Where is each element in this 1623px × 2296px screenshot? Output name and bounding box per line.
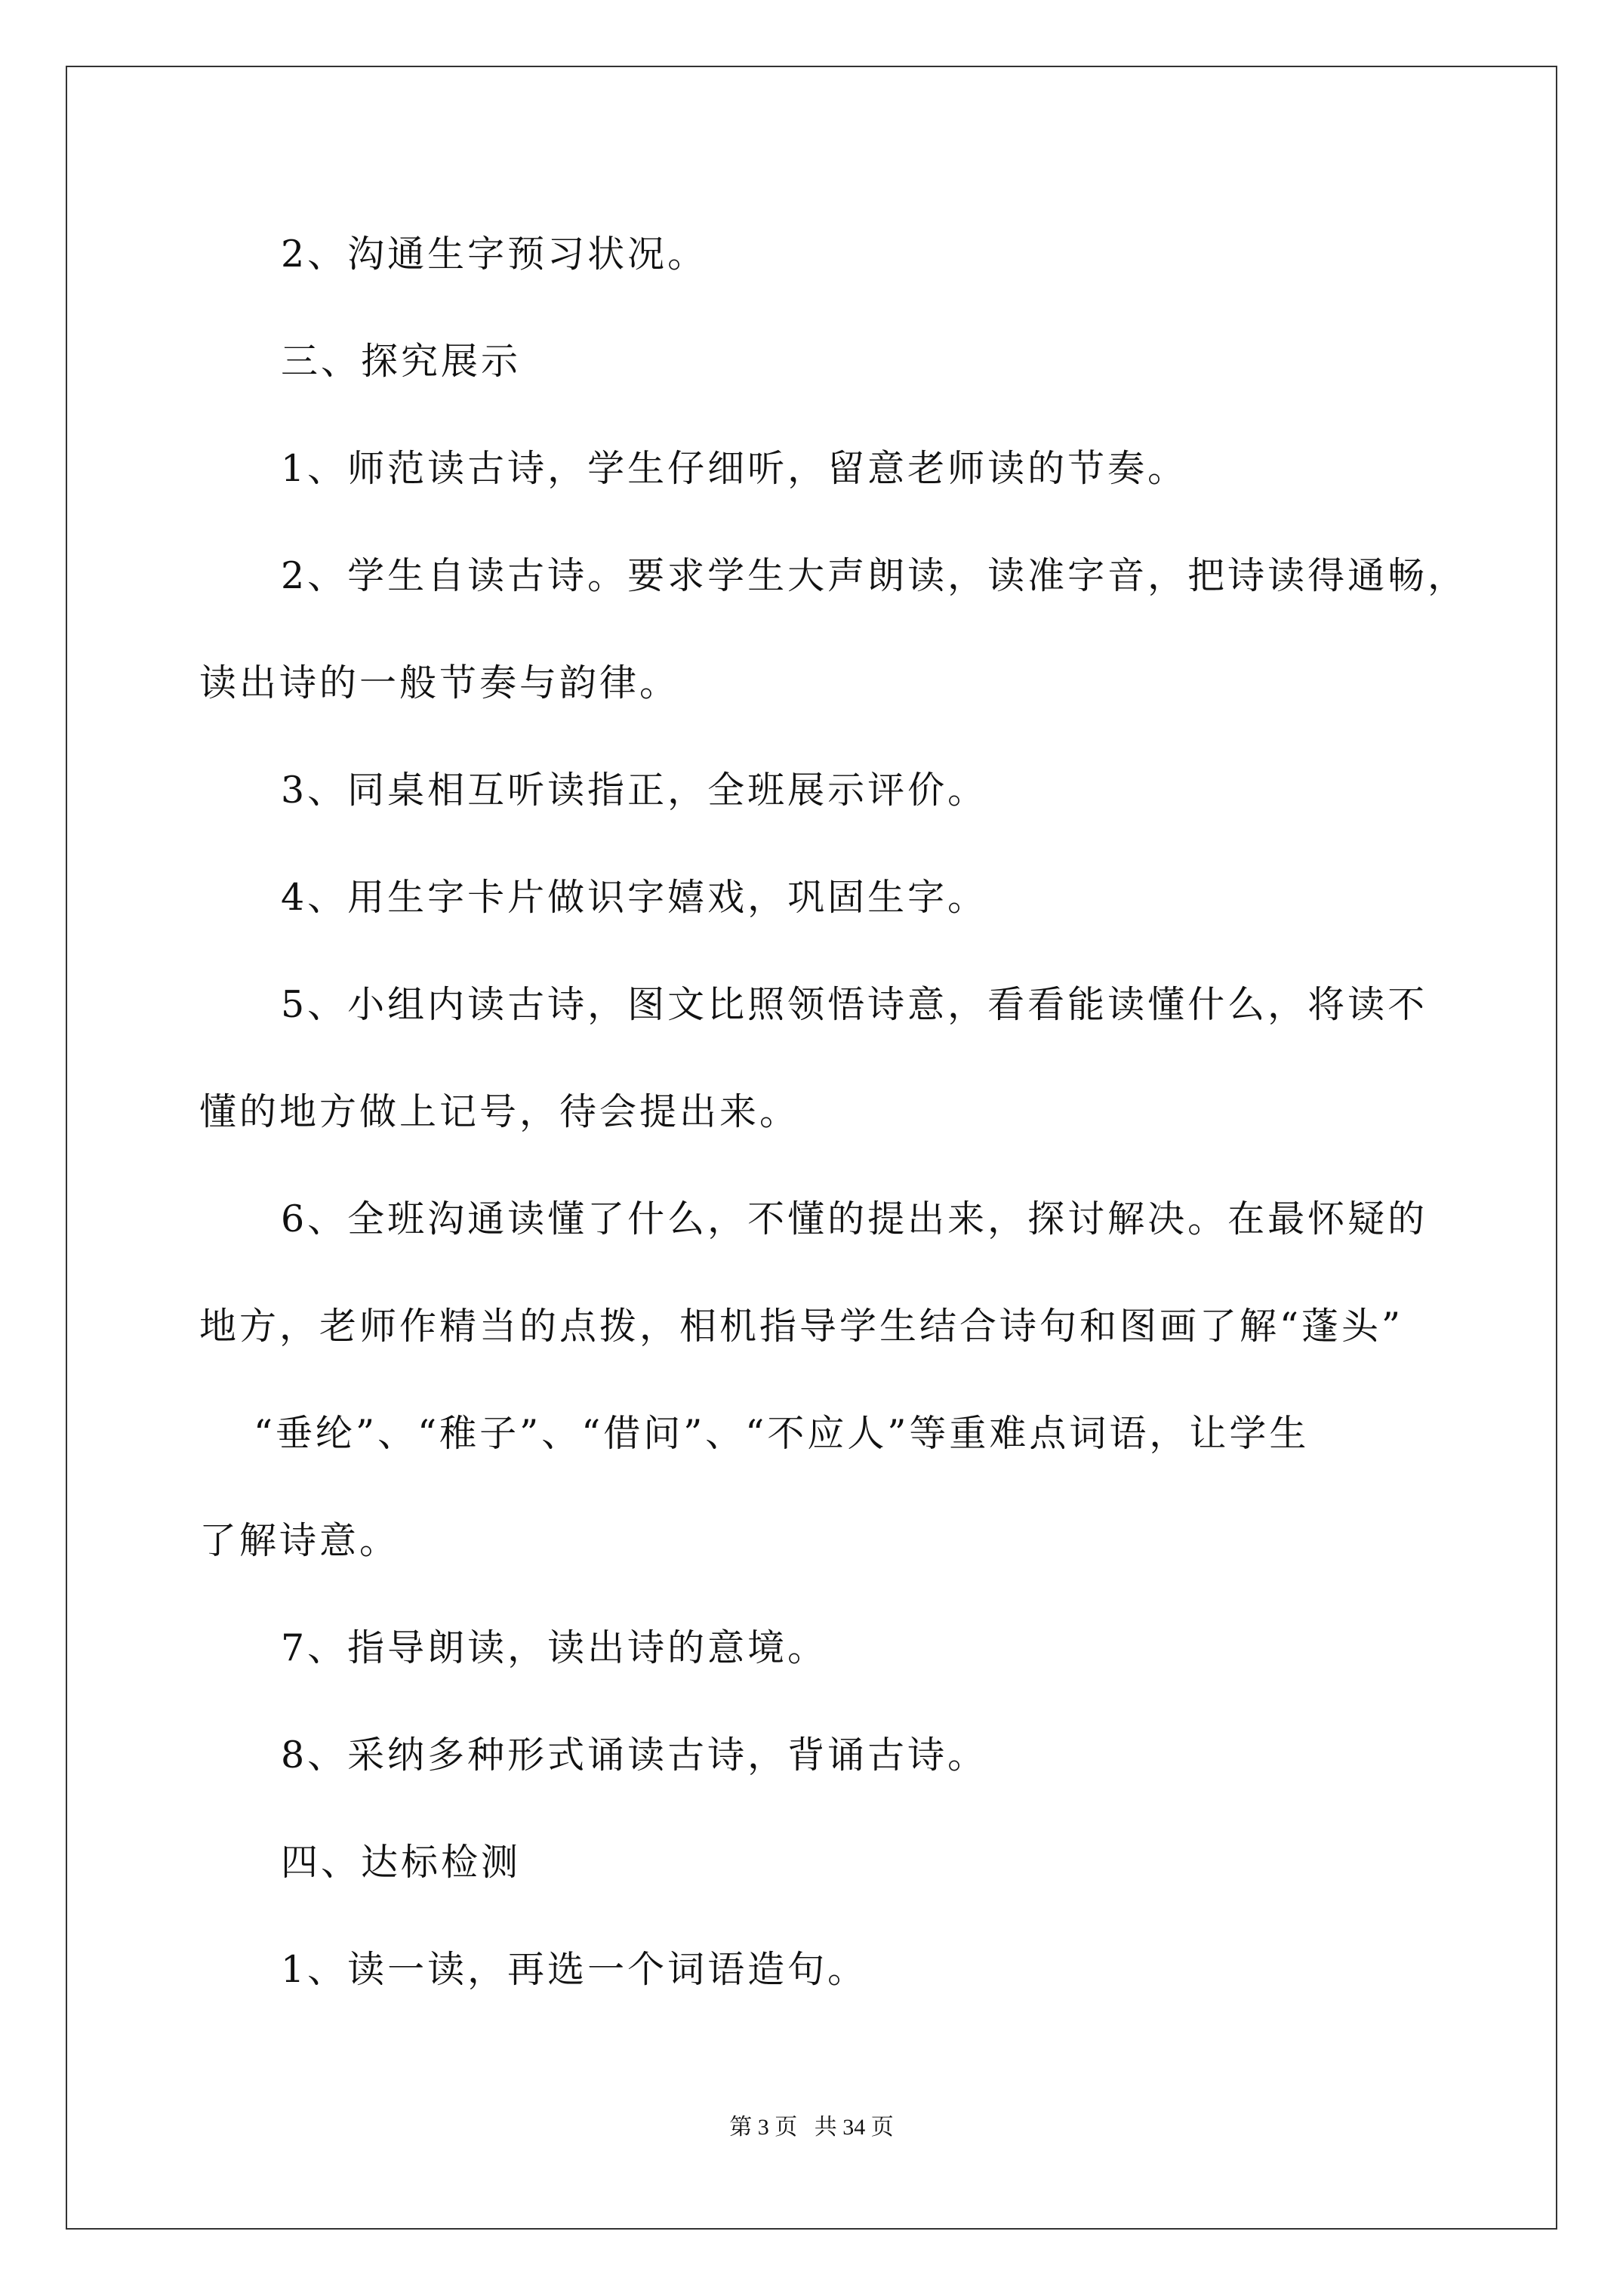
section-heading: 四、达标检测	[281, 1841, 522, 1884]
text-line: 2、学生自读古诗。要求学生大声朗读，读准字音，把诗读得通畅，	[281, 554, 1468, 597]
text-line: 了解诗意。	[199, 1519, 400, 1562]
text-line: 5、小组内读古诗，图文比照领悟诗意，看看能读懂什么，将读不	[281, 983, 1428, 1026]
section-heading: 三、探究展示	[281, 340, 522, 383]
text-line: 1、师范读古诗，学生仔细听，留意老师读的节奏。	[281, 447, 1188, 490]
text-line: 4、用生字卡片做识字嬉戏，巩固生字。	[281, 876, 988, 919]
text-line: 3、同桌相互听读指正，全班展示评价。	[281, 769, 988, 812]
text-line: 8、采纳多种形式诵读古诗，背诵古诗。	[281, 1734, 988, 1777]
text-line: 读出诗的一般节奏与韵律。	[199, 661, 680, 704]
text-line: 2、沟通生字预习状况。	[281, 233, 708, 276]
page-border	[66, 66, 1557, 2230]
text-line: 1、读一读，再选一个词语造句。	[281, 1948, 868, 1991]
text-line: 6、全班沟通读懂了什么，不懂的提出来，探讨解决。在最怀疑的	[281, 1197, 1428, 1240]
page-number-footer: 第 3 页 共 34 页	[729, 2115, 894, 2140]
text-line: 7、指导朗读，读出诗的意境。	[281, 1626, 828, 1669]
text-line: “垂纶”、“稚子”、“借问”、“不应人”等重难点词语，让学生	[254, 1412, 1310, 1455]
text-line: 懂的地方做上记号，待会提出来。	[199, 1090, 800, 1133]
text-line: 地方，老师作精当的点拨，相机指导学生结合诗句和图画了解“蓬头”	[199, 1305, 1404, 1348]
